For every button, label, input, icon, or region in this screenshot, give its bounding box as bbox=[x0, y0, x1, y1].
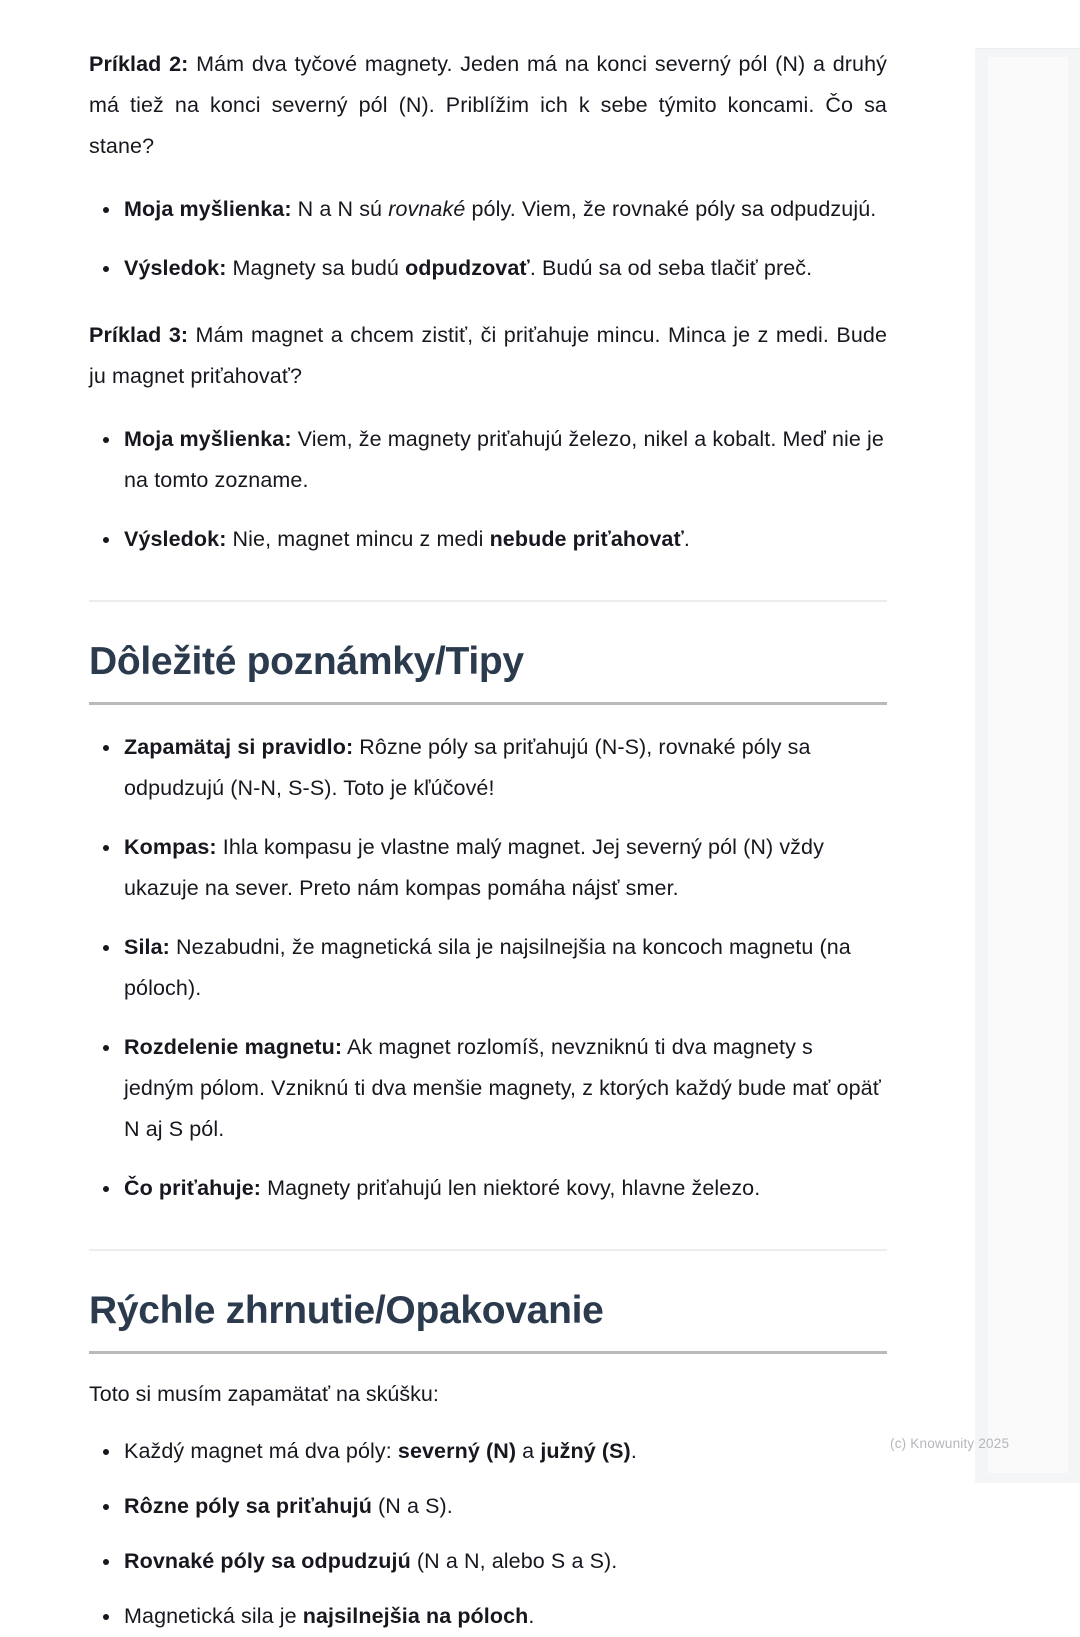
example-3-paragraph bbox=[89, 315, 887, 397]
list-item bbox=[89, 927, 887, 1009]
bullet-text-italic: rovnaké bbox=[388, 197, 466, 221]
page-title-important-notes: Dôležité poznámky/Tipy bbox=[89, 640, 524, 683]
example-2-paragraph bbox=[89, 44, 887, 167]
bullet-text-bold-secondary: južný (S) bbox=[540, 1439, 631, 1463]
bullet-text: Magnety priťahujú len niektoré kovy, hlavne železo. bbox=[261, 1176, 761, 1200]
list-item bbox=[89, 248, 887, 289]
example-3-label: Príklad 3: bbox=[89, 323, 189, 347]
bullet-text-before: Magnety sa budú bbox=[226, 256, 406, 280]
bullet-text-mid: (N a S). bbox=[371, 1494, 453, 1518]
list-item bbox=[89, 519, 887, 560]
list-item bbox=[89, 189, 887, 230]
bullet-text-after: póly. Viem, že rovnaké póly sa odpudzujú. bbox=[465, 197, 877, 221]
bullet-text-mid: a bbox=[516, 1439, 541, 1463]
list-item bbox=[89, 1431, 887, 1472]
example-2-text: Mám dva tyčové magnety. Jeden má na konci severný pól (N) a druhý má tiež na konci severný pól (N). Priblížim ich k sebe týmito koncami. Čo sa stane? bbox=[89, 52, 887, 158]
bullet-text: Viem, že magnety priťahujú železo, nikel a kobalt. Meď nie je na tomto zozname. bbox=[124, 427, 884, 492]
bullet-text-before: Každý magnet má dva póly: bbox=[124, 1439, 398, 1463]
example-3-text: Mám magnet a chcem zistiť, či priťahuje mincu. Minca je z medi. Bude ju magnet priťahovať? bbox=[89, 323, 888, 388]
bullet-label: Moja myšlienka: bbox=[124, 427, 292, 451]
bullet-label: Rozdelenie magnetu: bbox=[124, 1035, 343, 1059]
bullet-label: Sila: bbox=[124, 935, 170, 959]
bullet-text-before: N a N sú bbox=[291, 197, 389, 221]
bullet-text: Ihla kompasu je vlastne malý magnet. Jej severný pól (N) vždy ukazuje na sever. Preto nám kompas pomáha nájsť smer. bbox=[124, 835, 824, 900]
bullet-text-before: Magnetická sila je bbox=[124, 1604, 303, 1628]
bullet-text-before: Nie, magnet mincu z medi bbox=[226, 527, 490, 551]
bullet-label: Čo priťahuje: bbox=[124, 1176, 262, 1200]
bullet-text-after: . bbox=[630, 1439, 637, 1463]
example-2-bullet-list bbox=[89, 189, 887, 289]
list-item bbox=[89, 1168, 887, 1209]
list-item bbox=[89, 827, 887, 909]
bullet-label: Zapamätaj si pravidlo: bbox=[124, 735, 354, 759]
bullet-text: Ak magnet rozlomíš, nevzniknú ti dva magnety s jedným pólom. Vzniknú ti dva menšie magnety, z ktorých každý bude mať opäť N aj S pól. bbox=[124, 1035, 881, 1141]
bullet-text-bold-primary: Rovnaké póly sa odpudzujú bbox=[124, 1549, 411, 1573]
list-item bbox=[89, 1541, 887, 1582]
bullet-label: Moja myšlienka: bbox=[124, 197, 292, 221]
bullet-label: Výsledok: bbox=[124, 527, 227, 551]
bullet-label: Kompas: bbox=[124, 835, 217, 859]
example-3-bullet-list bbox=[89, 419, 887, 560]
page-edge-inner-surface bbox=[988, 57, 1068, 1473]
list-item bbox=[89, 1486, 887, 1527]
bullet-text-bold-primary: Rôzne póly sa priťahujú bbox=[124, 1494, 372, 1518]
summary-intro-text: Toto si musím zapamätať na skúšku: bbox=[89, 1382, 439, 1406]
bullet-text-mid: (N a N, alebo S a S). bbox=[410, 1549, 618, 1573]
quick-summary-list bbox=[89, 1431, 887, 1637]
copyright-watermark: (c) Knowunity 2025 bbox=[890, 1436, 1010, 1451]
bullet-text: Rôzne póly sa priťahujú (N-S), rovnaké póly sa odpudzujú (N-N, S-S). Toto je kľúčové! bbox=[124, 735, 811, 800]
bullet-label: Výsledok: bbox=[124, 256, 227, 280]
bullet-text: Nezabudni, že magnetická sila je najsilnejšia na koncoch magnetu (na póloch). bbox=[124, 935, 851, 1000]
bullet-text-bold: nebude priťahovať bbox=[489, 527, 684, 551]
list-item bbox=[89, 419, 887, 501]
bullet-text-after: . bbox=[683, 527, 690, 551]
list-item bbox=[89, 727, 887, 809]
list-item bbox=[89, 1027, 887, 1150]
example-2-label: Príklad 2: bbox=[89, 52, 189, 76]
page-title-quick-summary: Rýchle zhrnutie/Opakovanie bbox=[89, 1289, 604, 1332]
bullet-text-bold-primary: severný (N) bbox=[397, 1439, 517, 1463]
bullet-text-after: . Budú sa od seba tlačiť preč. bbox=[529, 256, 813, 280]
important-notes-list bbox=[89, 727, 887, 1209]
list-item bbox=[89, 1596, 887, 1637]
bullet-text-mid: . bbox=[528, 1604, 535, 1628]
bullet-text-bold: odpudzovať bbox=[405, 256, 530, 280]
bullet-text-bold-primary: najsilnejšia na póloch bbox=[302, 1604, 529, 1628]
